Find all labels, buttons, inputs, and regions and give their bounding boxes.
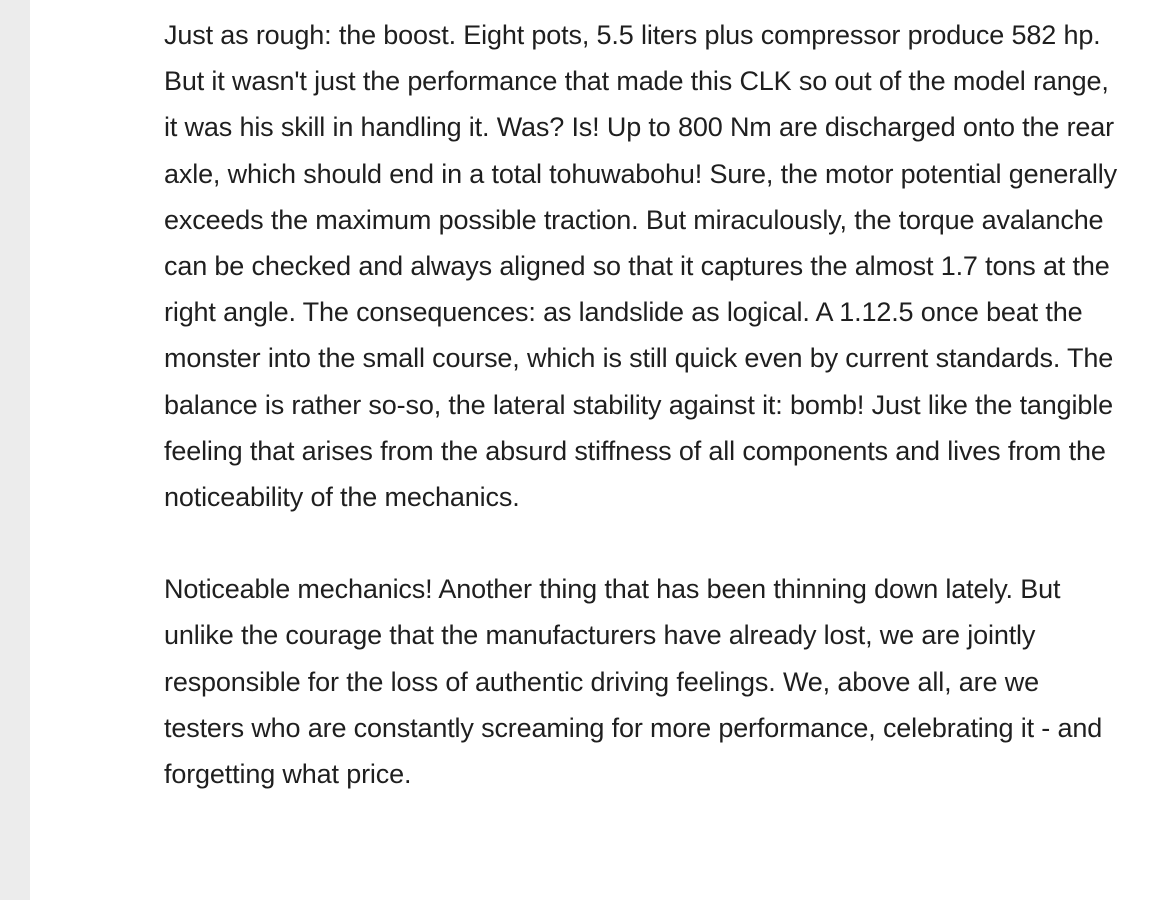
article-body	[164, 12, 1124, 797]
article-paragraph-2: Noticeable mechanics! Another thing that has been thinning down lately. But unlike the courage that the manufacturers have already lost, we are jointly responsible for the loss of authentic driving feelings. We, above all, are we testers who are constantly screaming for more performance, celebrating it - and forgetting what price.	[164, 574, 1103, 790]
left-gutter	[0, 0, 30, 900]
article-paragraph-1: Just as rough: the boost. Eight pots, 5.5 liters plus compressor produce 582 hp. But it wasn't just the performance that made this CLK so out of the model range, it was his skill in handling it. Was? Is! Up to 800 Nm are discharged onto the rear axle, which should end in a total tohuwabohu! Sure, the motor potential generally exceeds the maximum possible traction. But miraculously, the torque avalanche can be checked and always aligned so that it captures the almost 1.7 tons at the right angle. The consequences: as landslide as logical. A 1.12.5 once beat the monster into the small course, which is still quick even by current standards. The balance is rather so-so, the lateral stability against it: bomb! Just like the tangible feeling that arises from the absurd stiffness of all components and lives from the noticeability of the mechanics.	[164, 20, 1117, 513]
